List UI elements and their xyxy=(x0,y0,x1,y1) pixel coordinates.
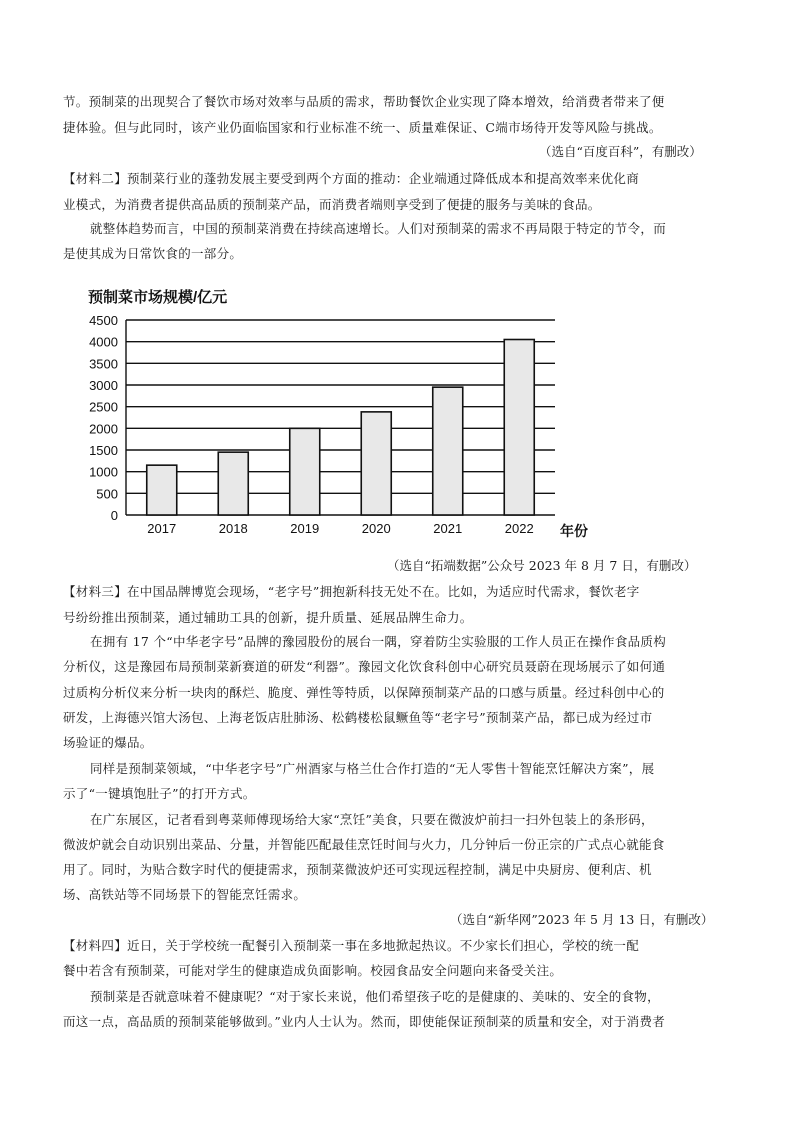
material3-line-2: 号纷纷推出预制菜，通过辅助工具的创新，提升质量、延展品牌生命力。 xyxy=(63,610,473,625)
y-tick-label: 1000 xyxy=(89,464,118,480)
bar-2022 xyxy=(504,340,534,516)
material3-line-9: 示了“一键填饱肚子”的打开方式。 xyxy=(63,786,256,801)
material2-line-4: 是使其成为日常饮食的一部分。 xyxy=(63,246,243,261)
bar-2018 xyxy=(218,452,248,515)
material3-source: （选自“新华网”2023 年 5 月 13 日，有删改） xyxy=(450,912,714,927)
material3-line-1: 【材料三】在中国品牌博览会现场，“老字号”拥抱新科技无处不在。比如，为适应时代需求，餐饮老字 xyxy=(63,584,640,599)
material3-line-8: 同样是预制菜领域，“中华老字号”广州酒家与格兰仕合作打造的“无人零售十智能烹饪解决方案”，展 xyxy=(90,761,655,776)
material3-line-6: 研发，上海德兴馆大汤包、上海老饭店肚肺汤、松鹤楼松鼠鳜鱼等“老字号”预制菜产品，都已成为经过市 xyxy=(63,710,653,725)
material3-line-4: 分析仪，这是豫园布局预制菜新赛道的研发“利器”。豫园文化饮食科创中心研究员聂蔚在现场展示了如何通 xyxy=(63,659,666,674)
y-tick-label: 3000 xyxy=(89,378,118,393)
material4-line-2: 餐中若含有预制菜，可能对学生的健康造成负面影响。校园食品安全问题向来备受关注。 xyxy=(63,963,563,978)
y-tick-label: 2500 xyxy=(89,399,118,415)
x-tick-label: 2019 xyxy=(290,521,320,536)
bar-2017 xyxy=(147,465,177,515)
material3-line-12: 用了。同时，为贴合数字时代的便捷需求，预制菜微波炉还可实现远程控制，满足中央厨房、便利店、机 xyxy=(63,862,652,877)
material2-line-1: 【材料二】预制菜行业的蓬勃发展主要受到两个方面的推动：企业端通过降低成本和提高效率来优化商 xyxy=(63,171,640,186)
para1-source: （选自“百度百科”，有删改） xyxy=(539,144,702,159)
material4-line-3: 预制菜是否就意味着不健康呢？“对于家长来说，他们希望孩子吃的是健康的、美味的、安全的食物， xyxy=(90,989,660,1004)
bar-2021 xyxy=(433,387,463,515)
x-tick-label: 2018 xyxy=(218,521,248,536)
material4-line-1: 【材料四】近日，关于学校统一配餐引入预制菜一事在多地掀起热议。不少家长们担心，学校的统一配 xyxy=(63,938,640,953)
bar-2019 xyxy=(290,428,320,515)
x-tick-label: 2017 xyxy=(147,521,177,536)
y-tick-label: 500 xyxy=(96,486,118,502)
y-tick-label: 4000 xyxy=(89,334,118,350)
material3-line-3: 在拥有 17 个“中华老字号”品牌的豫园股份的展台一隅，穿着防尘实验服的工作人员正在操作食品质构 xyxy=(90,634,667,649)
para1-line-1: 节。预制菜的出现契合了餐饮市场对效率与品质的需求，帮助餐饮企业实现了降本增效，给消费者带来了便 xyxy=(63,94,665,109)
chart-source: （选自“拓端数据”公众号 2023 年 8 月 7 日，有删改） xyxy=(387,558,697,573)
para1-line-2: 捷体验。但与此同时，该产业仍面临国家和行业标准不统一、质量难保证、C端市场待开发等风险与挑战。 xyxy=(63,120,662,135)
x-tick-label: 2020 xyxy=(361,521,391,536)
material4-line-4: 而这一点，高品质的预制菜能够做到。”业内人士认为。然而，即使能保证预制菜的质量和安全，对于消费者 xyxy=(63,1014,666,1029)
y-tick-label: 3500 xyxy=(89,356,118,372)
y-tick-label: 2000 xyxy=(89,421,118,437)
material3-line-10: 在广东展区，记者看到粤菜师傅现场给大家“烹饪”美食，只要在微波炉前扫一扫外包装上的条形码， xyxy=(90,812,654,827)
y-tick-label: 1500 xyxy=(89,443,118,458)
x-tick-label: 2022 xyxy=(504,521,534,536)
bar-2020 xyxy=(361,412,391,515)
material2-line-2: 业模式，为消费者提供高品质的预制菜产品，而消费者端则享受到了便捷的服务与美味的食品。 xyxy=(63,197,601,212)
market-size-bar-chart xyxy=(80,282,620,544)
material2-line-3: 就整体趋势而言，中国的预制菜消费在持续高速增长。人们对预制菜的需求不再局限于特定的节令，而 xyxy=(90,221,667,236)
material3-line-5: 过质构分析仪来分析一块肉的酥烂、脆度、弹性等特质，以保障预制菜产品的口感与质量。经过科创中心的 xyxy=(63,685,665,700)
y-tick-label: 4500 xyxy=(89,313,118,328)
chart-title: 预制菜市场规模/亿元 xyxy=(88,289,228,306)
y-tick-label: 0 xyxy=(110,508,118,523)
material3-line-7: 场验证的爆品。 xyxy=(63,735,153,750)
material3-line-11: 微波炉就会自动识别出菜品、分量，并智能匹配最佳烹饪时间与火力，几分钟后一份正宗的广式点心就能食 xyxy=(63,837,665,852)
x-tick-label: 2021 xyxy=(433,521,463,536)
x-axis-label: 年份 xyxy=(560,523,588,539)
material3-line-13: 场、高铁站等不同场景下的智能烹饪需求。 xyxy=(63,887,307,902)
